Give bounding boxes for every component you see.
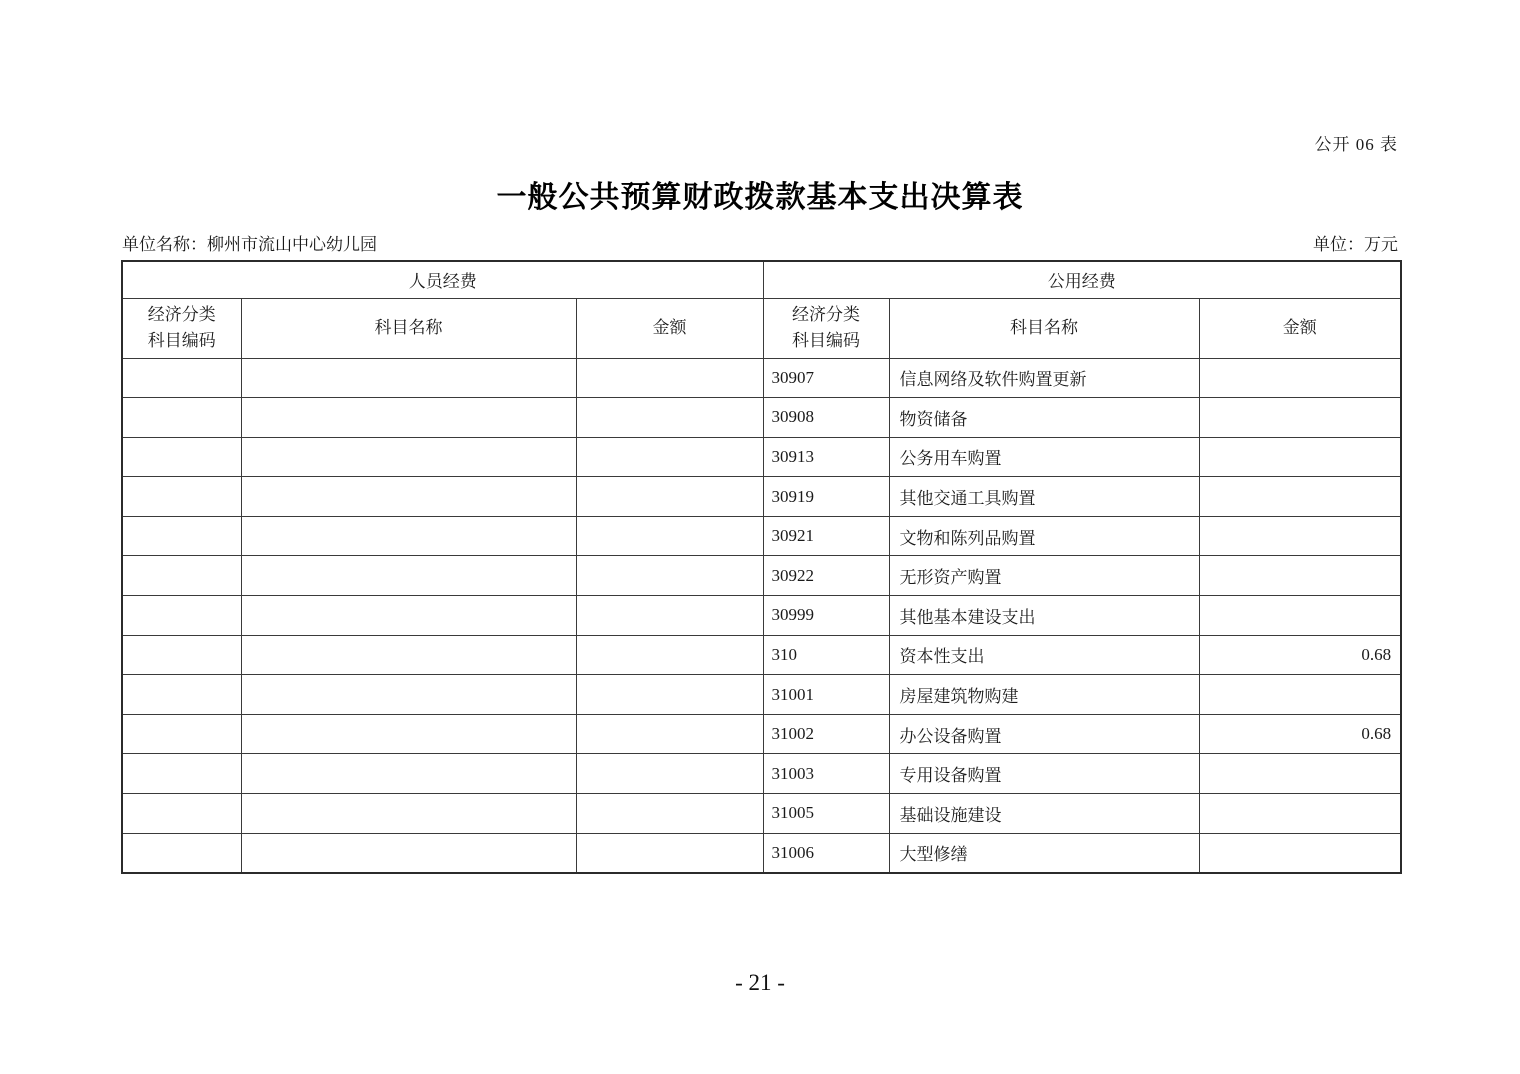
left-name-cell [241,596,576,636]
code-header-line2: 科目编码 [147,331,216,350]
left-amount-cell [576,754,763,794]
table-row [122,794,1401,834]
right-code-cell: 31002 [763,714,889,754]
left-name-cell [241,398,576,438]
left-code-cell [122,635,241,675]
left-name-cell [241,635,576,675]
code-header-line2: 科目编码 [792,331,861,350]
table-row [122,358,1401,398]
left-code-cell [122,477,241,517]
right-code-cell: 30908 [763,398,889,438]
left-amount-cell [576,358,763,398]
left-amount-cell [576,794,763,834]
right-amount-cell [1199,675,1401,715]
right-name-cell: 文物和陈列品购置 [889,516,1199,556]
table-row [122,477,1401,517]
right-name-cell: 资本性支出 [889,635,1199,675]
expenditure-table [121,260,1402,874]
left-code-cell [122,714,241,754]
left-code-cell [122,833,241,873]
left-code-cell [122,437,241,477]
table-row [122,833,1401,873]
right-amount-cell [1199,596,1401,636]
unit-name-value: 柳州市流山中心幼儿园 [207,235,377,254]
left-code-cell [122,516,241,556]
left-name-cell [241,794,576,834]
left-name-cell [241,754,576,794]
left-amount-cell [576,477,763,517]
meta-row [122,230,1398,255]
right-name-cell: 公务用车购置 [889,437,1199,477]
left-code-cell [122,794,241,834]
right-amount-cell [1199,477,1401,517]
left-name-cell [241,477,576,517]
left-amount-cell [576,516,763,556]
right-code-cell: 30907 [763,358,889,398]
left-code-cell [122,596,241,636]
left-name-cell [241,358,576,398]
table-row [122,714,1401,754]
right-amount-cell [1199,437,1401,477]
column-header-right-amount: 金额 [1199,298,1401,358]
right-amount-cell [1199,754,1401,794]
right-code-cell: 30922 [763,556,889,596]
group-header-personnel: 人员经费 [122,261,763,298]
column-header-left-name: 科目名称 [241,298,576,358]
right-code-cell: 31006 [763,833,889,873]
table-row [122,437,1401,477]
code-header-line1: 经济分类 [792,304,861,324]
table-body [122,358,1401,873]
right-name-cell: 大型修缮 [889,833,1199,873]
right-name-cell: 其他交通工具购置 [889,477,1199,517]
left-amount-cell [576,556,763,596]
left-amount-cell [576,675,763,715]
right-amount-cell [1199,516,1401,556]
page-number: - 21 - [735,970,785,995]
right-name-cell: 无形资产购置 [889,556,1199,596]
column-header-right-code [763,298,889,358]
left-amount-cell [576,398,763,438]
right-name-cell: 信息网络及软件购置更新 [889,358,1199,398]
table-row [122,635,1401,675]
left-amount-cell [576,714,763,754]
column-header-left-code [122,298,241,358]
right-code-cell: 310 [763,635,889,675]
right-amount-cell [1199,358,1401,398]
left-code-cell [122,556,241,596]
right-amount-cell [1199,556,1401,596]
unit-name [122,230,377,255]
left-name-cell [241,437,576,477]
right-code-cell: 31003 [763,754,889,794]
doc-label: 公开 06 表 [1314,135,1398,154]
group-header-row [122,261,1401,298]
right-amount-cell [1199,398,1401,438]
right-name-cell: 物资储备 [889,398,1199,438]
left-name-cell [241,714,576,754]
right-code-cell: 31001 [763,675,889,715]
right-code-cell: 30913 [763,437,889,477]
unit-of-measure: 单位：万元 [1313,235,1398,254]
unit-name-label: 单位名称： [122,235,207,254]
right-name-cell: 房屋建筑物购建 [889,675,1199,715]
right-name-cell: 办公设备购置 [889,714,1199,754]
table-row [122,754,1401,794]
left-amount-cell [576,833,763,873]
right-amount-cell [1199,833,1401,873]
right-name-cell: 基础设施建设 [889,794,1199,834]
right-amount-cell: 0.68 [1199,714,1401,754]
right-code-cell: 31005 [763,794,889,834]
table-row [122,516,1401,556]
left-name-cell [241,675,576,715]
column-header-row [122,298,1401,358]
page-title: 一般公共预算财政拨款基本支出决算表 [496,181,1024,214]
left-name-cell [241,833,576,873]
right-name-cell: 其他基本建设支出 [889,596,1199,636]
left-name-cell [241,516,576,556]
table-row [122,556,1401,596]
left-name-cell [241,556,576,596]
left-amount-cell [576,596,763,636]
column-header-right-name: 科目名称 [889,298,1199,358]
right-code-cell: 30919 [763,477,889,517]
right-amount-cell [1199,794,1401,834]
table-row [122,398,1401,438]
right-name-cell: 专用设备购置 [889,754,1199,794]
left-amount-cell [576,635,763,675]
group-header-public: 公用经费 [763,261,1401,298]
column-header-left-amount: 金额 [576,298,763,358]
left-code-cell [122,754,241,794]
left-code-cell [122,675,241,715]
left-amount-cell [576,437,763,477]
right-code-cell: 30921 [763,516,889,556]
right-amount-cell: 0.68 [1199,635,1401,675]
right-code-cell: 30999 [763,596,889,636]
table-row [122,675,1401,715]
table-row [122,596,1401,636]
left-code-cell [122,358,241,398]
code-header-line1: 经济分类 [147,304,216,324]
left-code-cell [122,398,241,438]
